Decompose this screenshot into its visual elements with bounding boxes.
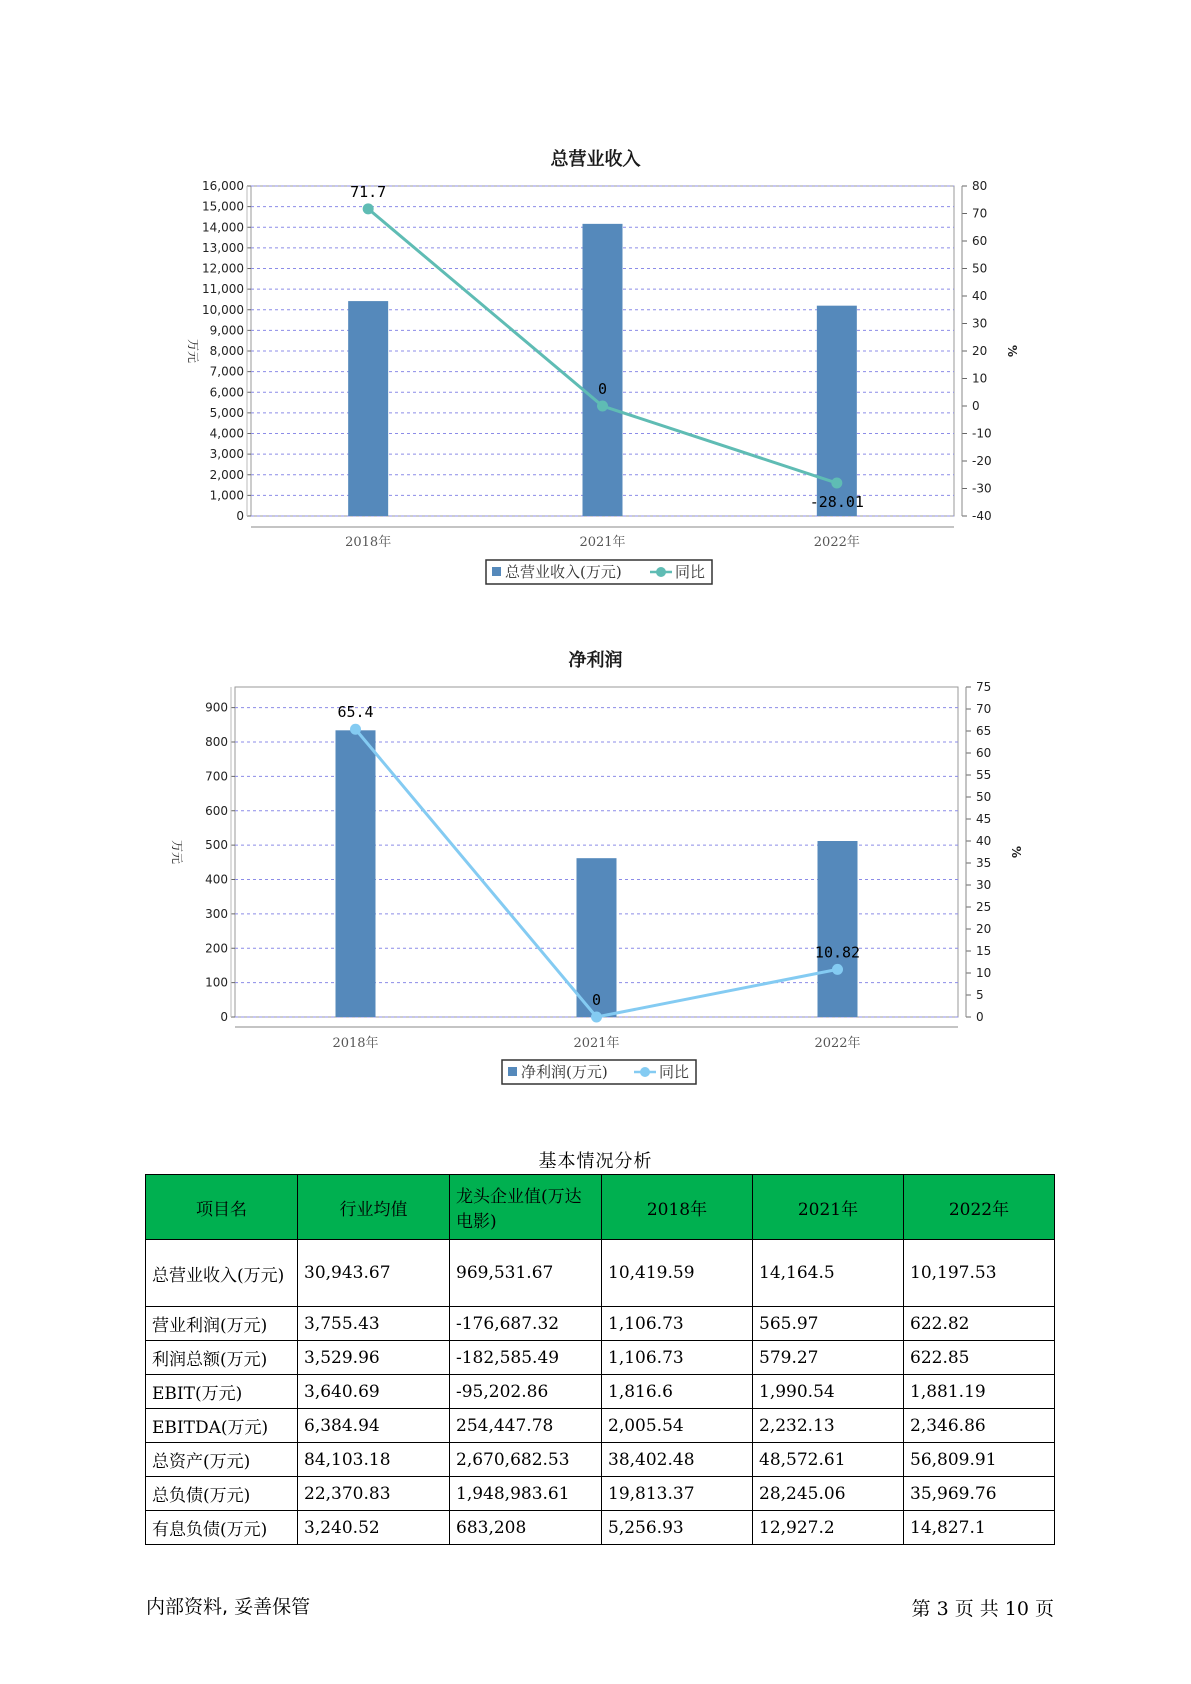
y2-tick-label: 40: [972, 289, 988, 303]
data-label: 71.7: [350, 182, 387, 201]
table-cell: 3,529.96: [298, 1341, 450, 1375]
y2-tick-label: 60: [976, 746, 992, 760]
y2-tick-label: -10: [972, 426, 992, 441]
y2-tick-label: 80: [972, 180, 988, 193]
table-cell: 969,531.67: [450, 1240, 602, 1307]
bar: [818, 841, 858, 1017]
header-cell: 2021年: [753, 1175, 904, 1240]
table-cell: 2,346.86: [904, 1409, 1055, 1443]
table-row: [146, 1511, 1055, 1545]
y-tick-label: 900: [205, 700, 228, 715]
y-tick-label: 10,000: [202, 302, 244, 317]
table-cell: 84,103.18: [298, 1443, 450, 1477]
line-point: [832, 964, 843, 975]
y2-tick-label: -30: [972, 481, 992, 496]
y-tick-label: 300: [205, 906, 228, 921]
bar: [348, 301, 388, 516]
y-tick-label: 9,000: [209, 323, 244, 338]
table-cell: 622.82: [904, 1307, 1055, 1341]
header-cell: 2022年: [904, 1175, 1055, 1240]
table-cell: 1,881.19: [904, 1375, 1055, 1409]
y2-tick-label: 75: [976, 680, 992, 694]
analysis-table: [145, 1174, 1055, 1545]
footer-page-number: 第 3 页 共 10 页: [911, 1598, 1054, 1620]
data-label: 65.4: [337, 703, 374, 722]
y2-tick-label: 65: [976, 724, 992, 738]
row-label-cell: 营业利润(万元): [146, 1307, 298, 1341]
y2-axis-unit: %: [1005, 344, 1019, 358]
table-cell: 10,419.59: [602, 1240, 753, 1307]
y-tick-label: 7,000: [209, 364, 244, 379]
y-tick-label: 16,000: [202, 180, 244, 193]
table-cell: 28,245.06: [753, 1477, 904, 1511]
net-profit-chart-svg: [0, 680, 1191, 1100]
y2-tick-label: 25: [976, 900, 992, 914]
table-cell: 12,927.2: [753, 1511, 904, 1545]
chart-title-revenue: 总营业收入: [550, 149, 641, 170]
table-cell: 1,990.54: [753, 1375, 904, 1409]
table-cell: 1,816.6: [602, 1375, 753, 1409]
x-tick-label: 2022年: [813, 535, 860, 550]
table-body: [146, 1240, 1055, 1545]
table-cell: 565.97: [753, 1307, 904, 1341]
y-tick-label: 600: [205, 803, 228, 818]
x-tick-label: 2021年: [573, 1036, 620, 1051]
y2-tick-label: 20: [972, 344, 988, 358]
table-cell: 2,005.54: [602, 1409, 753, 1443]
y2-axis-unit: %: [1009, 845, 1023, 859]
line-point: [591, 1012, 602, 1023]
x-tick-label: 2018年: [332, 1036, 379, 1051]
table-cell: 19,813.37: [602, 1477, 753, 1511]
table-cell: 579.27: [753, 1341, 904, 1375]
table-cell: 14,164.5: [753, 1240, 904, 1307]
y-tick-label: 0: [220, 1010, 228, 1024]
row-label-cell: 有息负债(万元): [146, 1511, 298, 1545]
x-tick-label: 2022年: [814, 1036, 861, 1051]
header-cell: 行业均值: [298, 1175, 450, 1240]
legend-label-line: 同比: [659, 1063, 690, 1081]
table-row: [146, 1240, 1055, 1307]
table-row: [146, 1409, 1055, 1443]
y2-tick-label: 15: [976, 944, 992, 958]
legend-swatch-point: [656, 567, 666, 577]
bar: [336, 730, 376, 1017]
table-cell: 38,402.48: [602, 1443, 753, 1477]
table-cell: 14,827.1: [904, 1511, 1055, 1545]
row-label-cell: EBITDA(万元): [146, 1409, 298, 1443]
y2-tick-label: 35: [976, 856, 992, 870]
revenue-chart-svg: [0, 180, 1191, 600]
data-label: -28.01: [809, 493, 864, 512]
table-row: [146, 1375, 1055, 1409]
header-cell: 2018年: [602, 1175, 753, 1240]
bar: [583, 224, 623, 516]
table-cell: 2,670,682.53: [450, 1443, 602, 1477]
y-tick-label: 6,000: [209, 385, 244, 400]
y-tick-label: 400: [205, 872, 228, 887]
y2-tick-label: 0: [972, 399, 980, 413]
legend-label-bar: 总营业收入(万元): [505, 563, 622, 581]
line-point: [831, 478, 842, 489]
y2-tick-label: 45: [976, 812, 992, 826]
table-cell: 5,256.93: [602, 1511, 753, 1545]
table-cell: 6,384.94: [298, 1409, 450, 1443]
y-tick-label: 800: [205, 735, 228, 749]
y-tick-label: 100: [205, 975, 228, 990]
table-row: [146, 1341, 1055, 1375]
y2-tick-label: -20: [972, 454, 992, 468]
y2-tick-label: 10: [976, 966, 992, 980]
y-tick-label: 0: [236, 509, 244, 523]
legend-label-line: 同比: [675, 563, 706, 581]
y2-tick-label: 40: [976, 834, 992, 848]
table-cell: 254,447.78: [450, 1409, 602, 1443]
y-tick-label: 8,000: [209, 344, 244, 358]
table-cell: 1,106.73: [602, 1307, 753, 1341]
row-label-cell: 总资产(万元): [146, 1443, 298, 1477]
table-cell: 3,640.69: [298, 1375, 450, 1409]
table-cell: -182,585.49: [450, 1341, 602, 1375]
data-label: 0: [597, 380, 608, 398]
y2-tick-label: 20: [976, 922, 992, 936]
line-point: [363, 203, 374, 214]
y-tick-label: 500: [205, 838, 228, 853]
y2-tick-label: 50: [972, 261, 988, 276]
revenue-chart: [0, 180, 1191, 600]
chart-title-net-profit: 净利润: [568, 650, 623, 671]
y2-tick-label: 70: [972, 206, 988, 221]
y-tick-label: 1,000: [209, 488, 244, 503]
line-point: [350, 724, 361, 735]
y-tick-label: 5,000: [209, 405, 244, 420]
table-cell: 56,809.91: [904, 1443, 1055, 1477]
y2-tick-label: 55: [976, 768, 992, 782]
row-label-cell: 总营业收入(万元): [146, 1240, 298, 1307]
y-tick-label: 4,000: [209, 426, 244, 441]
legend-label-bar: 净利润(万元): [521, 1063, 608, 1081]
table-cell: 48,572.61: [753, 1443, 904, 1477]
legend-swatch-bar: [508, 1067, 517, 1076]
y-tick-label: 700: [205, 769, 228, 784]
legend-swatch-point: [640, 1067, 650, 1077]
data-label: 0: [591, 991, 602, 1009]
y-tick-label: 13,000: [202, 240, 244, 255]
header-cell: 项目名: [146, 1175, 298, 1240]
table-cell: 22,370.83: [298, 1477, 450, 1511]
y-axis-unit: 万元: [186, 338, 200, 364]
data-label: 10.82: [814, 943, 861, 962]
y-tick-label: 200: [205, 941, 228, 956]
table-row: [146, 1477, 1055, 1511]
legend-swatch-bar: [492, 567, 501, 576]
y2-tick-label: 50: [976, 790, 992, 804]
table-cell: -176,687.32: [450, 1307, 602, 1341]
y-tick-label: 11,000: [202, 282, 244, 297]
y-tick-label: 3,000: [209, 447, 244, 462]
table-row: [146, 1443, 1055, 1477]
table-cell: 3,240.52: [298, 1511, 450, 1545]
table-cell: 2,232.13: [753, 1409, 904, 1443]
table-cell: 1,106.73: [602, 1341, 753, 1375]
header-cell: 龙头企业值(万达电影): [450, 1175, 602, 1240]
y-tick-label: 2,000: [209, 467, 244, 482]
y2-tick-label: 30: [972, 316, 988, 331]
y2-tick-label: 5: [976, 988, 984, 1002]
x-tick-label: 2021年: [579, 535, 626, 550]
table-cell: 683,208: [450, 1511, 602, 1545]
net-profit-chart: [0, 680, 1191, 1100]
y2-tick-label: 10: [972, 371, 988, 386]
y2-tick-label: 30: [976, 878, 992, 892]
table-cell: 622.85: [904, 1341, 1055, 1375]
row-label-cell: 利润总额(万元): [146, 1341, 298, 1375]
table-header-row: [146, 1175, 1055, 1240]
y-axis-unit: 万元: [170, 839, 184, 865]
table-row: [146, 1307, 1055, 1341]
table-cell: 35,969.76: [904, 1477, 1055, 1511]
footer-confidential: 内部资料, 妥善保管: [146, 1596, 311, 1618]
table-caption: 基本情况分析: [538, 1151, 653, 1172]
y-tick-label: 12,000: [202, 261, 244, 276]
table-cell: -95,202.86: [450, 1375, 602, 1409]
row-label-cell: EBIT(万元): [146, 1375, 298, 1409]
y2-tick-label: 0: [976, 1010, 984, 1024]
y-tick-label: 14,000: [202, 220, 244, 235]
table-cell: 1,948,983.61: [450, 1477, 602, 1511]
table-cell: 3,755.43: [298, 1307, 450, 1341]
line-point: [597, 401, 608, 412]
table-cell: 10,197.53: [904, 1240, 1055, 1307]
y2-tick-label: 60: [972, 234, 988, 248]
y2-tick-label: 70: [976, 702, 992, 716]
table-cell: 30,943.67: [298, 1240, 450, 1307]
y2-tick-label: -40: [972, 509, 992, 523]
row-label-cell: 总负债(万元): [146, 1477, 298, 1511]
x-tick-label: 2018年: [345, 535, 392, 550]
y-tick-label: 15,000: [202, 199, 244, 214]
